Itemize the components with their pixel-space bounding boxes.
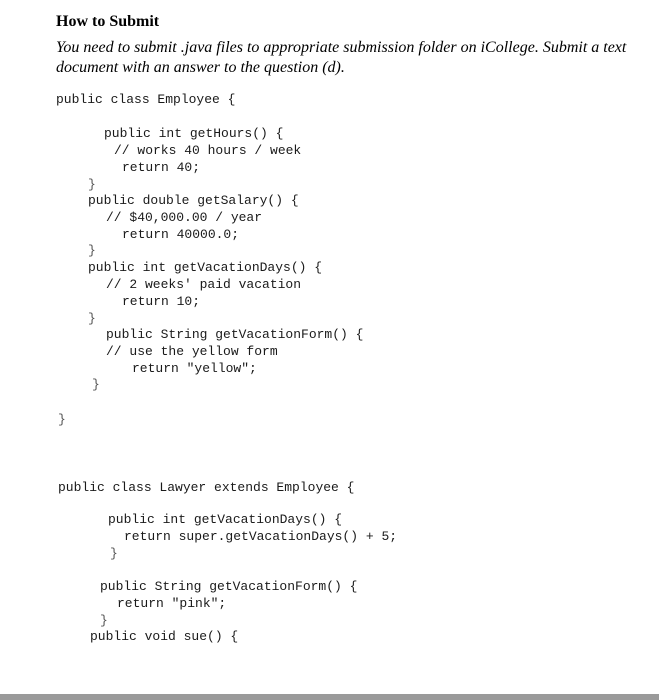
code-line: public double getSalary() { xyxy=(88,193,299,208)
code-line: return "pink"; xyxy=(117,596,227,611)
code-line: // use the yellow form xyxy=(106,344,278,359)
code-line: public void sue() { xyxy=(90,629,239,644)
code-line: return "yellow"; xyxy=(132,361,257,376)
code-line: } xyxy=(100,613,108,628)
code-line: } xyxy=(88,243,96,258)
code-line: return 10; xyxy=(122,294,201,309)
code-line: public int getVacationDays() { xyxy=(88,260,323,275)
code-line: public String getVacationForm() { xyxy=(100,579,358,594)
page-title: How to Submit xyxy=(56,13,160,30)
code-line: } xyxy=(58,412,66,427)
code-line: public class Employee { xyxy=(56,92,236,107)
instruction-line-1: You need to submit .java files to appropriate submission folder on iCollege. Submit a text xyxy=(56,39,627,56)
code-line: // works 40 hours / week xyxy=(114,143,302,158)
code-line: } xyxy=(88,177,96,192)
code-line: public int getVacationDays() { xyxy=(108,512,343,527)
code-line: public String getVacationForm() { xyxy=(106,327,364,342)
code-line: } xyxy=(110,546,118,561)
code-line: } xyxy=(92,377,100,392)
code-line: return 40; xyxy=(122,160,201,175)
code-line: // 2 weeks' paid vacation xyxy=(106,277,302,292)
code-line: return super.getVacationDays() + 5; xyxy=(124,529,398,544)
code-line: public class Lawyer extends Employee { xyxy=(58,480,355,495)
page-bottom-divider xyxy=(0,694,659,700)
code-line: public int getHours() { xyxy=(104,126,284,141)
code-line: } xyxy=(88,311,96,326)
instruction-line-2: document with an answer to the question (d). xyxy=(56,59,345,76)
code-line: // $40,000.00 / year xyxy=(106,210,263,225)
code-line: return 40000.0; xyxy=(122,227,240,242)
